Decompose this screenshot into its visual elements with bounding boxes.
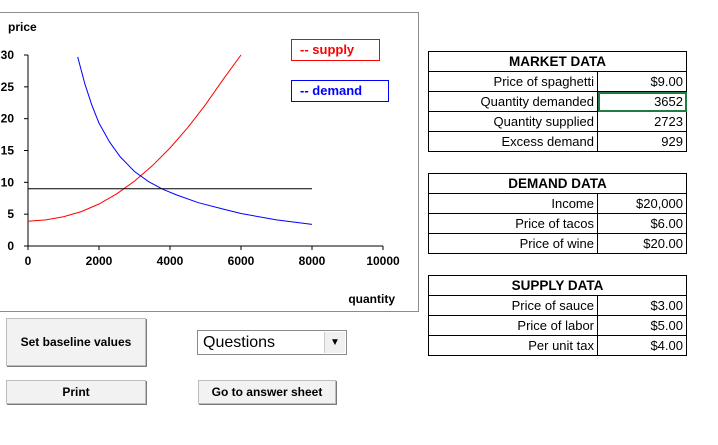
supply-data-table	[428, 275, 687, 356]
excess-demand-cell[interactable]: 929	[598, 132, 687, 152]
price-of-wine-cell[interactable]: $20.00	[598, 234, 687, 254]
supply-series-line	[28, 55, 241, 221]
print-button[interactable]: Print	[6, 380, 146, 404]
y-tick-label: 25	[0, 79, 14, 94]
market-data-title: MARKET DATA	[429, 52, 687, 72]
per-unit-tax-label: Per unit tax	[429, 336, 598, 356]
x-tick-label: 2000	[85, 254, 113, 268]
chevron-down-icon[interactable]: ▼	[324, 332, 345, 353]
y-tick-label: 20	[0, 111, 14, 126]
price-quantity-chart	[0, 12, 419, 312]
x-tick-label: 10000	[366, 254, 400, 268]
income-label: Income	[429, 194, 598, 214]
price-of-wine-label: Price of wine	[429, 234, 598, 254]
supply-legend: -- supply	[291, 39, 380, 61]
quantity-demanded-label: Quantity demanded	[429, 92, 598, 112]
y-tick-label: 5	[7, 207, 14, 222]
market-data-table	[428, 51, 687, 152]
go-to-answer-sheet-button[interactable]: Go to answer sheet	[198, 380, 336, 404]
price-of-tacos-cell[interactable]: $6.00	[598, 214, 687, 234]
set-baseline-values-button[interactable]: Set baseline values	[6, 318, 146, 366]
y-tick-label: 30	[0, 48, 14, 62]
price-of-spaghetti-cell[interactable]: $9.00	[598, 72, 687, 92]
price-of-tacos-label: Price of tacos	[429, 214, 598, 234]
demand-data-table	[428, 173, 687, 254]
price-of-sauce-label: Price of sauce	[429, 296, 598, 316]
questions-dropdown-value: Questions	[203, 333, 276, 351]
price-of-sauce-cell[interactable]: $3.00	[598, 296, 687, 316]
quantity-supplied-cell[interactable]: 2723	[598, 112, 687, 132]
supply-data-title: SUPPLY DATA	[429, 276, 687, 296]
quantity-demanded-cell[interactable]: 3652	[598, 92, 687, 112]
x-tick-label: 8000	[298, 254, 326, 268]
y-axis-title: price	[8, 20, 37, 34]
demand-series-line	[78, 57, 312, 225]
x-tick-label: 6000	[227, 254, 255, 268]
per-unit-tax-cell[interactable]: $4.00	[598, 336, 687, 356]
x-axis-title: quantity	[348, 292, 395, 306]
y-tick-label: 0	[7, 239, 14, 253]
price-of-spaghetti-label: Price of spaghetti	[429, 72, 598, 92]
income-cell[interactable]: $20,000	[598, 194, 687, 214]
questions-dropdown[interactable]	[197, 330, 347, 355]
excess-demand-label: Excess demand	[429, 132, 598, 152]
quantity-supplied-label: Quantity supplied	[429, 112, 598, 132]
demand-legend: -- demand	[291, 80, 389, 102]
demand-data-title: DEMAND DATA	[429, 174, 687, 194]
x-tick-label: 0	[24, 254, 32, 268]
price-of-labor-label: Price of labor	[429, 316, 598, 336]
x-tick-label: 4000	[156, 254, 184, 268]
price-of-labor-cell[interactable]: $5.00	[598, 316, 687, 336]
y-tick-label: 10	[0, 175, 14, 190]
y-tick-label: 15	[0, 143, 14, 158]
